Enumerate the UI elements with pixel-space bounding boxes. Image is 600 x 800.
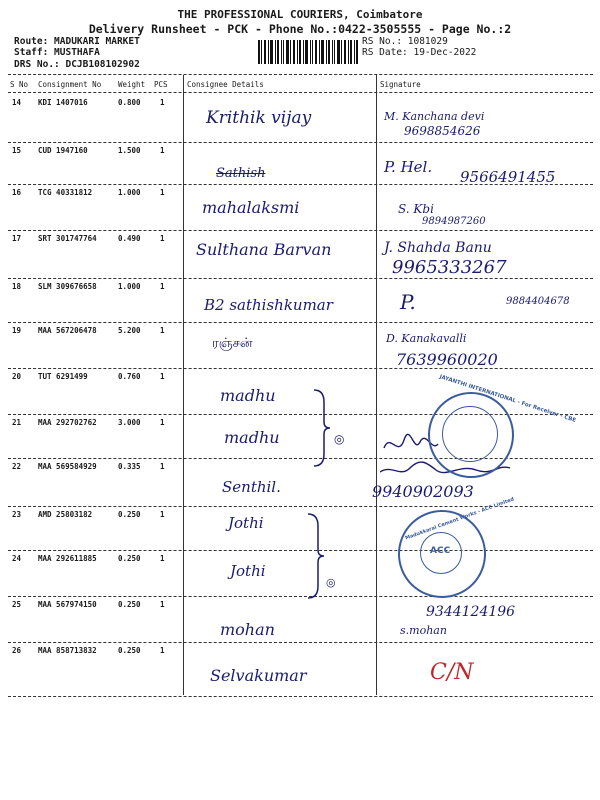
serial-number: 19: [12, 326, 22, 335]
signature-26: C/N: [430, 660, 474, 685]
weight-value: 0.335: [118, 462, 141, 471]
phone-18: 9884404678: [506, 296, 570, 307]
weight-value: 0.760: [118, 372, 141, 381]
pcs-count: 1: [160, 462, 165, 471]
weight-value: 1.500: [118, 146, 141, 155]
runsheet-subtitle: Delivery Runsheet - PCK - Phone No.:0422-3505555 - Page No.:2: [88, 22, 512, 36]
pcs-count: 1: [160, 510, 165, 519]
signature-column-divider: [376, 75, 377, 695]
consignee-name-22: Senthil.: [222, 478, 281, 496]
receiver-stamp: [428, 374, 577, 478]
phone-25: 9344124196: [426, 604, 516, 620]
row-separator: [8, 322, 593, 323]
pcs-count: 1: [160, 372, 165, 381]
row-separator: [8, 278, 593, 279]
acc-cement-stamp: [398, 496, 515, 598]
stamp-inner-ring: [442, 406, 498, 462]
weight-value: 0.250: [118, 510, 141, 519]
phone-15: 9566491455: [460, 168, 556, 186]
serial-number: 18: [12, 282, 22, 291]
serial-number: 16: [12, 188, 22, 197]
serial-number: 26: [12, 646, 22, 655]
consignee-name-24: Jothi: [230, 562, 266, 580]
row-separator: [8, 506, 593, 507]
pcs-count: 1: [160, 234, 165, 243]
signature-19: D. Kanakavalli: [386, 332, 467, 345]
consignee-name-15: Sathish: [216, 166, 266, 181]
pcs-count: 1: [160, 98, 165, 107]
staff-label: Staff: MUSTHAFA: [14, 47, 100, 58]
weight-value: 0.800: [118, 98, 141, 107]
pcs-count: 1: [160, 554, 165, 563]
serial-number: 25: [12, 600, 22, 609]
consignment-number: SLM 309676658: [38, 282, 97, 291]
consignment-number: KDI 1407016: [38, 98, 88, 107]
row-separator: [8, 596, 593, 597]
signature-14: M. Kanchana devi: [384, 110, 485, 123]
weight-value: 3.000: [118, 418, 141, 427]
rs-number: RS No.: 1081029: [362, 36, 448, 47]
barcode-icon: [258, 40, 358, 64]
consignee-name-23: Jothi: [228, 514, 264, 532]
pcs-count: 1: [160, 646, 165, 655]
row-separator: [8, 642, 593, 643]
serial-number: 14: [12, 98, 22, 107]
phone-19: 7639960020: [396, 350, 498, 369]
consignment-number: TUT 6291499: [38, 372, 88, 381]
col-sno: S No: [10, 80, 29, 89]
phone-17: 9965333267: [392, 257, 507, 278]
consignment-number: MAA 567206478: [38, 326, 97, 335]
weight-value: 0.250: [118, 646, 141, 655]
serial-number: 20: [12, 372, 22, 381]
col-consignee-details: Consignee Details: [187, 80, 264, 89]
signature-25: s.mohan: [400, 624, 447, 637]
consignment-number: MAA 567974150: [38, 600, 97, 609]
consignee-name-16: mahalaksmi: [202, 198, 300, 217]
pcs-count: 1: [160, 188, 165, 197]
row-separator: [8, 368, 593, 369]
consignment-number: MAA 569584929: [38, 462, 97, 471]
rs-date: RS Date: 19-Dec-2022: [362, 47, 477, 58]
phone-22: 9940902093: [372, 482, 474, 501]
table-bottom-rule: [8, 696, 593, 697]
consignee-name-26: Selvakumar: [210, 666, 307, 685]
serial-number: 17: [12, 234, 22, 243]
consignment-number: MAA 292611885: [38, 554, 97, 563]
grouping-brace: [306, 512, 326, 600]
weight-value: 0.250: [118, 600, 141, 609]
pcs-count: 1: [160, 418, 165, 427]
row-separator: [8, 550, 593, 551]
col-weight: Weight: [118, 80, 146, 89]
col-signature: Signature: [380, 80, 421, 89]
phone-16: 9894987260: [422, 216, 486, 227]
serial-number: 23: [12, 510, 22, 519]
consignee-name-14: Krithik vijay: [206, 108, 312, 128]
signature-18: P.: [400, 290, 416, 314]
weight-value: 5.200: [118, 326, 141, 335]
consignee-name-18: B2 sathishkumar: [204, 296, 333, 314]
sign-mark: ◎: [326, 576, 336, 589]
serial-number: 22: [12, 462, 22, 471]
phone-14: 9698854626: [404, 124, 481, 138]
header-bottom-rule: [8, 92, 593, 93]
pcs-count: 1: [160, 600, 165, 609]
stamp-text: JAYANTHI INTERNATIONAL - For Receiver - CBE: [438, 374, 577, 424]
consignee-name-19: ரஞ்சன்: [212, 336, 253, 351]
weight-value: 0.490: [118, 234, 141, 243]
row-separator: [8, 142, 593, 143]
serial-number: 24: [12, 554, 22, 563]
weight-value: 0.250: [118, 554, 141, 563]
consignee-name-20: madhu: [220, 386, 276, 405]
col-pcs: PCS: [154, 80, 168, 89]
stamp-text: Madukkarai Cement Works - ACC Limited: [404, 496, 515, 542]
pcs-count: 1: [160, 146, 165, 155]
weight-value: 1.000: [118, 188, 141, 197]
signature-15: P. Hel.: [384, 158, 433, 176]
signature-16: S. Kbi: [398, 202, 434, 216]
col-consignment: Consignment No: [38, 80, 102, 89]
details-column-divider: [183, 75, 184, 695]
grouping-brace: [312, 388, 332, 468]
weight-value: 1.000: [118, 282, 141, 291]
drs-number: DRS No.: DCJB108102902: [14, 59, 140, 70]
pcs-count: 1: [160, 282, 165, 291]
serial-number: 21: [12, 418, 22, 427]
consignment-number: CUD 1947160: [38, 146, 88, 155]
consignment-number: AMD 25803182: [38, 510, 93, 519]
route-label: Route: MADUKARI MARKET: [14, 36, 140, 47]
row-separator: [8, 230, 593, 231]
consignment-number: MAA 858713832: [38, 646, 97, 655]
signature-17: J. Shahda Banu: [384, 240, 492, 256]
sign-mark: ◎: [334, 432, 345, 446]
consignee-name-21: madhu: [224, 428, 280, 447]
serial-number: 15: [12, 146, 22, 155]
consignee-name-25: mohan: [220, 620, 275, 639]
stamp-center-text: ACC: [430, 546, 451, 556]
consignment-number: MAA 292702762: [38, 418, 97, 427]
header-top-rule: [8, 74, 593, 75]
consignment-number: SRT 301747764: [38, 234, 97, 243]
company-title: THE PROFESSIONAL COURIERS, Coimbatore: [177, 8, 423, 21]
pcs-count: 1: [160, 326, 165, 335]
consignment-number: TCG 40331812: [38, 188, 93, 197]
consignee-name-17: Sulthana Barvan: [196, 240, 332, 259]
